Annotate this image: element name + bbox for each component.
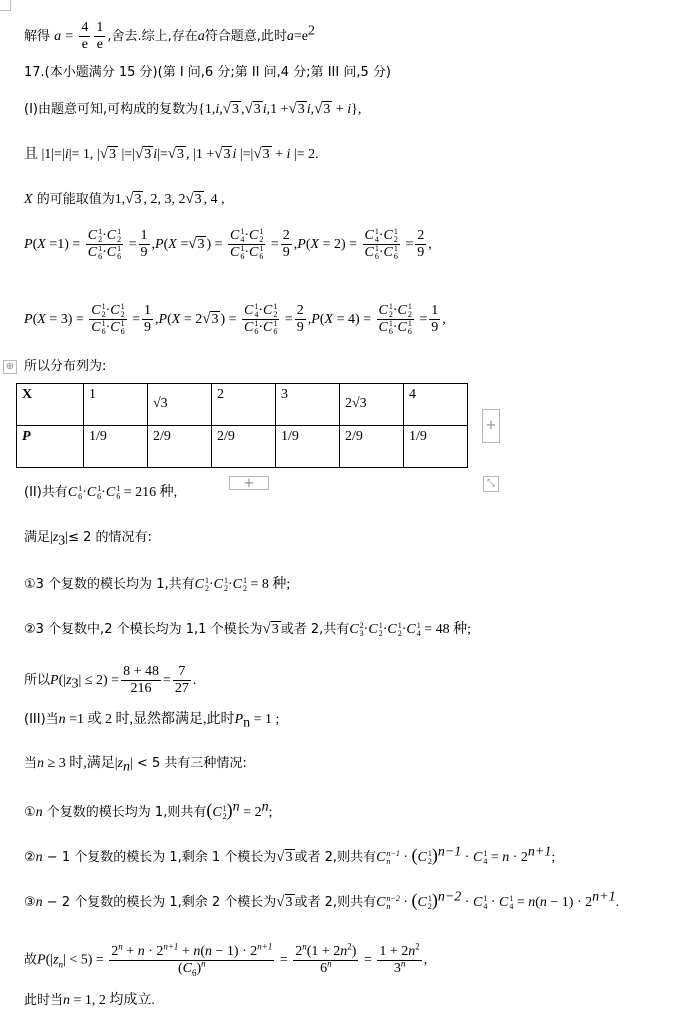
- table-cell[interactable]: 2: [212, 384, 276, 426]
- line-probability-z3: 所以$P(|z_3| \le 2)$ = $\frac{8 + 48}{216}$ = $\frac{7}{27}$ .: [24, 664, 197, 696]
- big-fraction: $\frac{2^n + n \cdot 2^{n+1} + n(n - 1) \cdot 2^{n+1}}{(C_6)^n}$: [111, 941, 273, 978]
- line-case-1: ①3 个复数的模长均为 1,共有C 1 2 ·C 1 2 ·C 1 2 = 8 种;: [24, 575, 291, 593]
- table-cell[interactable]: 2/9: [148, 426, 212, 468]
- big-fraction: $\frac{1 + 2n^2}{3^n}$: [379, 941, 420, 976]
- combination-fraction: C 1 4 ·C 1 2 C 1 6 ·C 1 6: [364, 227, 398, 262]
- big-fraction: $\frac{2^n(1 + 2n^2)}{6^n}$: [295, 941, 357, 976]
- line-case-n-3: ③n − 2 个复数的模长为 1,剩余 2 个模长为√3 或者 2,则共有C n−2 n · (C 1 2 )$^{n-2}$ · C 1 4 · C 1 4 = $n(n - 1) \cdot 2^{n+1}$.: [24, 889, 620, 911]
- table-cell[interactable]: 2/9: [340, 426, 404, 468]
- line-complex-set: (I)由题意可知,可构成的复数为{1,i,√3 ,√3 i,1 +√3 i,√3 + i},: [24, 101, 362, 117]
- line-condition-z3: 满足$|z_3|\le 2$ 的情况有:: [24, 530, 152, 549]
- line-moduli: 且 |1|=|i|= 1, |√3 |=|√3 i|=√3 , |1 +√3 i |=|√3 + i |= 2.: [24, 146, 319, 162]
- line-part3-intro: (III)当n =1 或 2 时,显然都满足,此时$P_n = 1$ ;: [24, 712, 280, 731]
- add-row-button[interactable]: +: [229, 476, 269, 490]
- combination-fraction: C 1 2 ·C 1 2 C 1 6 ·C 1 6: [87, 227, 122, 262]
- table-cell[interactable]: 1/9: [276, 426, 340, 468]
- line-case-n-2: ②n − 1 个复数的模长为 1,剩余 1 个模长为√3 或者 2,则共有C n−1 n · (C 1 2 )$^{n-1}$ · C 1 4 = $n \cdot 2^{n+1}$;: [24, 844, 556, 866]
- table-cell[interactable]: 1/9: [84, 426, 148, 468]
- combination-fraction: C 1 2 ·C 1 2 C 1 6 ·C 1 6: [91, 302, 125, 337]
- table-caption: 所以分布列为:: [24, 359, 107, 374]
- line-probabilities-2: P(X = 3) = C 1 2 ·C 1 2 C 1 6 ·C 1 6 = $\frac{1}{9}$ ,P(X = 2√3 ) = C 1 4 ·C 1 2 C 1 6 ·C 1 6 = $\frac{2}{9}$ ,P(X = 4) = C 1 2 ·C 1 2 C 1 6 ·C 1 6 = $\frac{1}{9}$ ,: [24, 302, 446, 337]
- line-x-values: X 的可能取值为1,√3 , 2, 3, 2√3 , 4 ,: [24, 191, 225, 207]
- op: =: [65, 29, 74, 44]
- line-conclusion: 此时当n = 1, 2 均成立.: [24, 993, 155, 1008]
- table-resize-handle[interactable]: ⤡: [483, 476, 499, 492]
- line-total-count: (II)共有C 1 6 ·C 1 6 ·C 1 6 = 216 种,: [24, 483, 178, 501]
- table-cell[interactable]: 1/9: [404, 426, 468, 468]
- table-cell[interactable]: 1: [84, 384, 148, 426]
- combination-fraction: C 1 4 ·C 1 2 C 1 6 ·C 1 6: [230, 227, 264, 262]
- line-case-n-1: ①n 个复数的模长均为 1,则共有(C 1 2 )$^n = 2^n$;: [24, 799, 273, 821]
- combination-fraction: C 1 4 ·C 1 2 C 1 6 ·C 1 6: [244, 302, 278, 337]
- var-a: a: [54, 29, 62, 44]
- table-row: [17, 426, 468, 468]
- fraction-1-e: $\frac{1}{e}$: [96, 20, 104, 52]
- table-cell[interactable]: 4: [404, 384, 468, 426]
- table-move-handle[interactable]: ⊕: [3, 360, 17, 374]
- table-cell[interactable]: 2/9: [212, 426, 276, 468]
- table-cell[interactable]: X: [17, 384, 84, 426]
- table-row: [17, 384, 468, 426]
- page-corner-mark: [0, 0, 11, 11]
- text: ,舍去.综上,存在: [107, 29, 198, 44]
- problem-header: 17.(本小题满分 15 分)(第 I 问,6 分;第 II 问,4 分;第 III 问,5 分): [24, 65, 391, 80]
- table-cell[interactable]: √3: [148, 384, 212, 426]
- table-cell[interactable]: 2√3: [340, 384, 404, 426]
- fraction-4-e: $\frac{4}{e}$: [81, 20, 89, 52]
- line-case-2: ②3 个复数中,2 个模长均为 1,1 个模长为√3 或者 2,共有C 2 3 ·C 1 2 ·C 1 2 ·C 1 4 = 48 种;: [24, 620, 472, 638]
- text: 解得: [24, 29, 51, 44]
- table-cell[interactable]: P: [17, 426, 84, 468]
- table-cell[interactable]: 3: [276, 384, 340, 426]
- line-probabilities-1: P(X =1) = C 1 2 ·C 1 2 C 1 6 ·C 1 6 = $\frac{1}{9}$ ,P(X =√3 ) = C 1 4 ·C 1 2 C 1 6 ·C 1 6 = $\frac{2}{9}$ ,P(X = 2) = C 1 4 ·C 1 2 C 1 6 ·C 1 6 = $\frac{2}{9}$ ,: [24, 227, 432, 262]
- line-three-cases: 当n ≥ 3 时,满足$|z_n| < 5$ 共有三种情况:: [24, 756, 247, 775]
- line-final-probability: 故$P(|z_n| < 5)$ = $\frac{2^n + n \cdot 2^{n+1} + n(n - 1) \cdot 2^{n+1}}{(C_6)^n}$ = $\frac{2^n(1 + 2n^2)}{6^n}$ = $\frac{1 + 2n^2}{3^n}$ ,: [24, 941, 428, 978]
- combination-fraction: C 1 2 ·C 1 2 C 1 6 ·C 1 6: [378, 302, 412, 337]
- distribution-table: [16, 383, 468, 468]
- line-solution-a: 解得 a = $\frac{4}{e}$ $\frac{1}{e}$ ,舍去.综上,存在a符合题意,此时$a=e^2$: [24, 20, 316, 52]
- add-column-button[interactable]: +: [482, 409, 500, 443]
